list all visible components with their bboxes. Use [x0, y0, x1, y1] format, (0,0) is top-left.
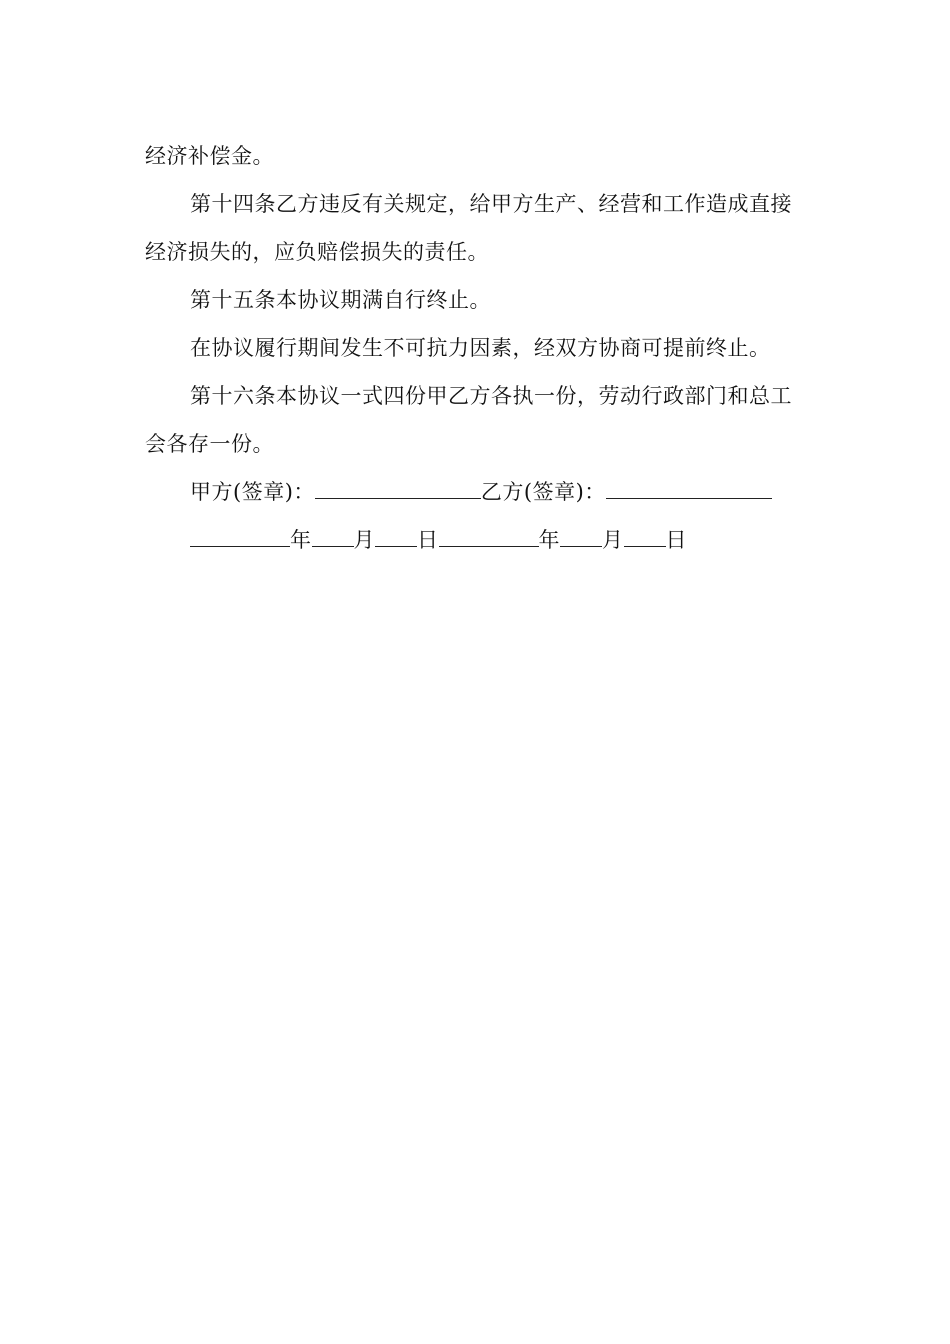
party-a-signature-label: 甲方(签章)： — [190, 480, 315, 504]
paragraph-force-majeure: 在协议履行期间发生不可抗力因素，经双方协商可提前终止。 — [190, 336, 771, 360]
signature-line — [145, 468, 810, 516]
party-a-year-label: 年 — [290, 528, 312, 552]
party-a-signature-blank — [315, 478, 481, 499]
party-a-month-label: 月 — [353, 528, 375, 552]
party-b-month-label: 月 — [602, 528, 624, 552]
paragraph-article-15: 第十五条本协议期满自行终止。 — [190, 288, 491, 312]
party-b-signature-label: 乙方(签章)： — [480, 480, 606, 504]
paragraph-article-14: 第十四条乙方违反有关规定，给甲方生产、经营和工作造成直接经济损失的，应负赔偿损失的责任。 — [145, 192, 792, 264]
party-a-day-blank — [375, 526, 417, 547]
date-line — [145, 516, 810, 564]
paragraph-article-16: 第十六条本协议一式四份甲乙方各执一份，劳动行政部门和总工会各存一份。 — [145, 384, 792, 456]
party-b-day-blank — [624, 526, 666, 547]
party-b-year-blank — [439, 526, 539, 547]
party-b-signature-blank — [606, 478, 772, 499]
paragraph-compensation: 经济补偿金。 — [145, 144, 274, 168]
party-b-day-label: 日 — [665, 528, 687, 552]
party-a-month-blank — [312, 526, 354, 547]
party-a-day-label: 日 — [417, 528, 439, 552]
party-b-month-blank — [560, 526, 602, 547]
party-b-year-label: 年 — [538, 528, 560, 552]
document-body — [145, 132, 810, 564]
party-a-year-blank — [190, 526, 290, 547]
